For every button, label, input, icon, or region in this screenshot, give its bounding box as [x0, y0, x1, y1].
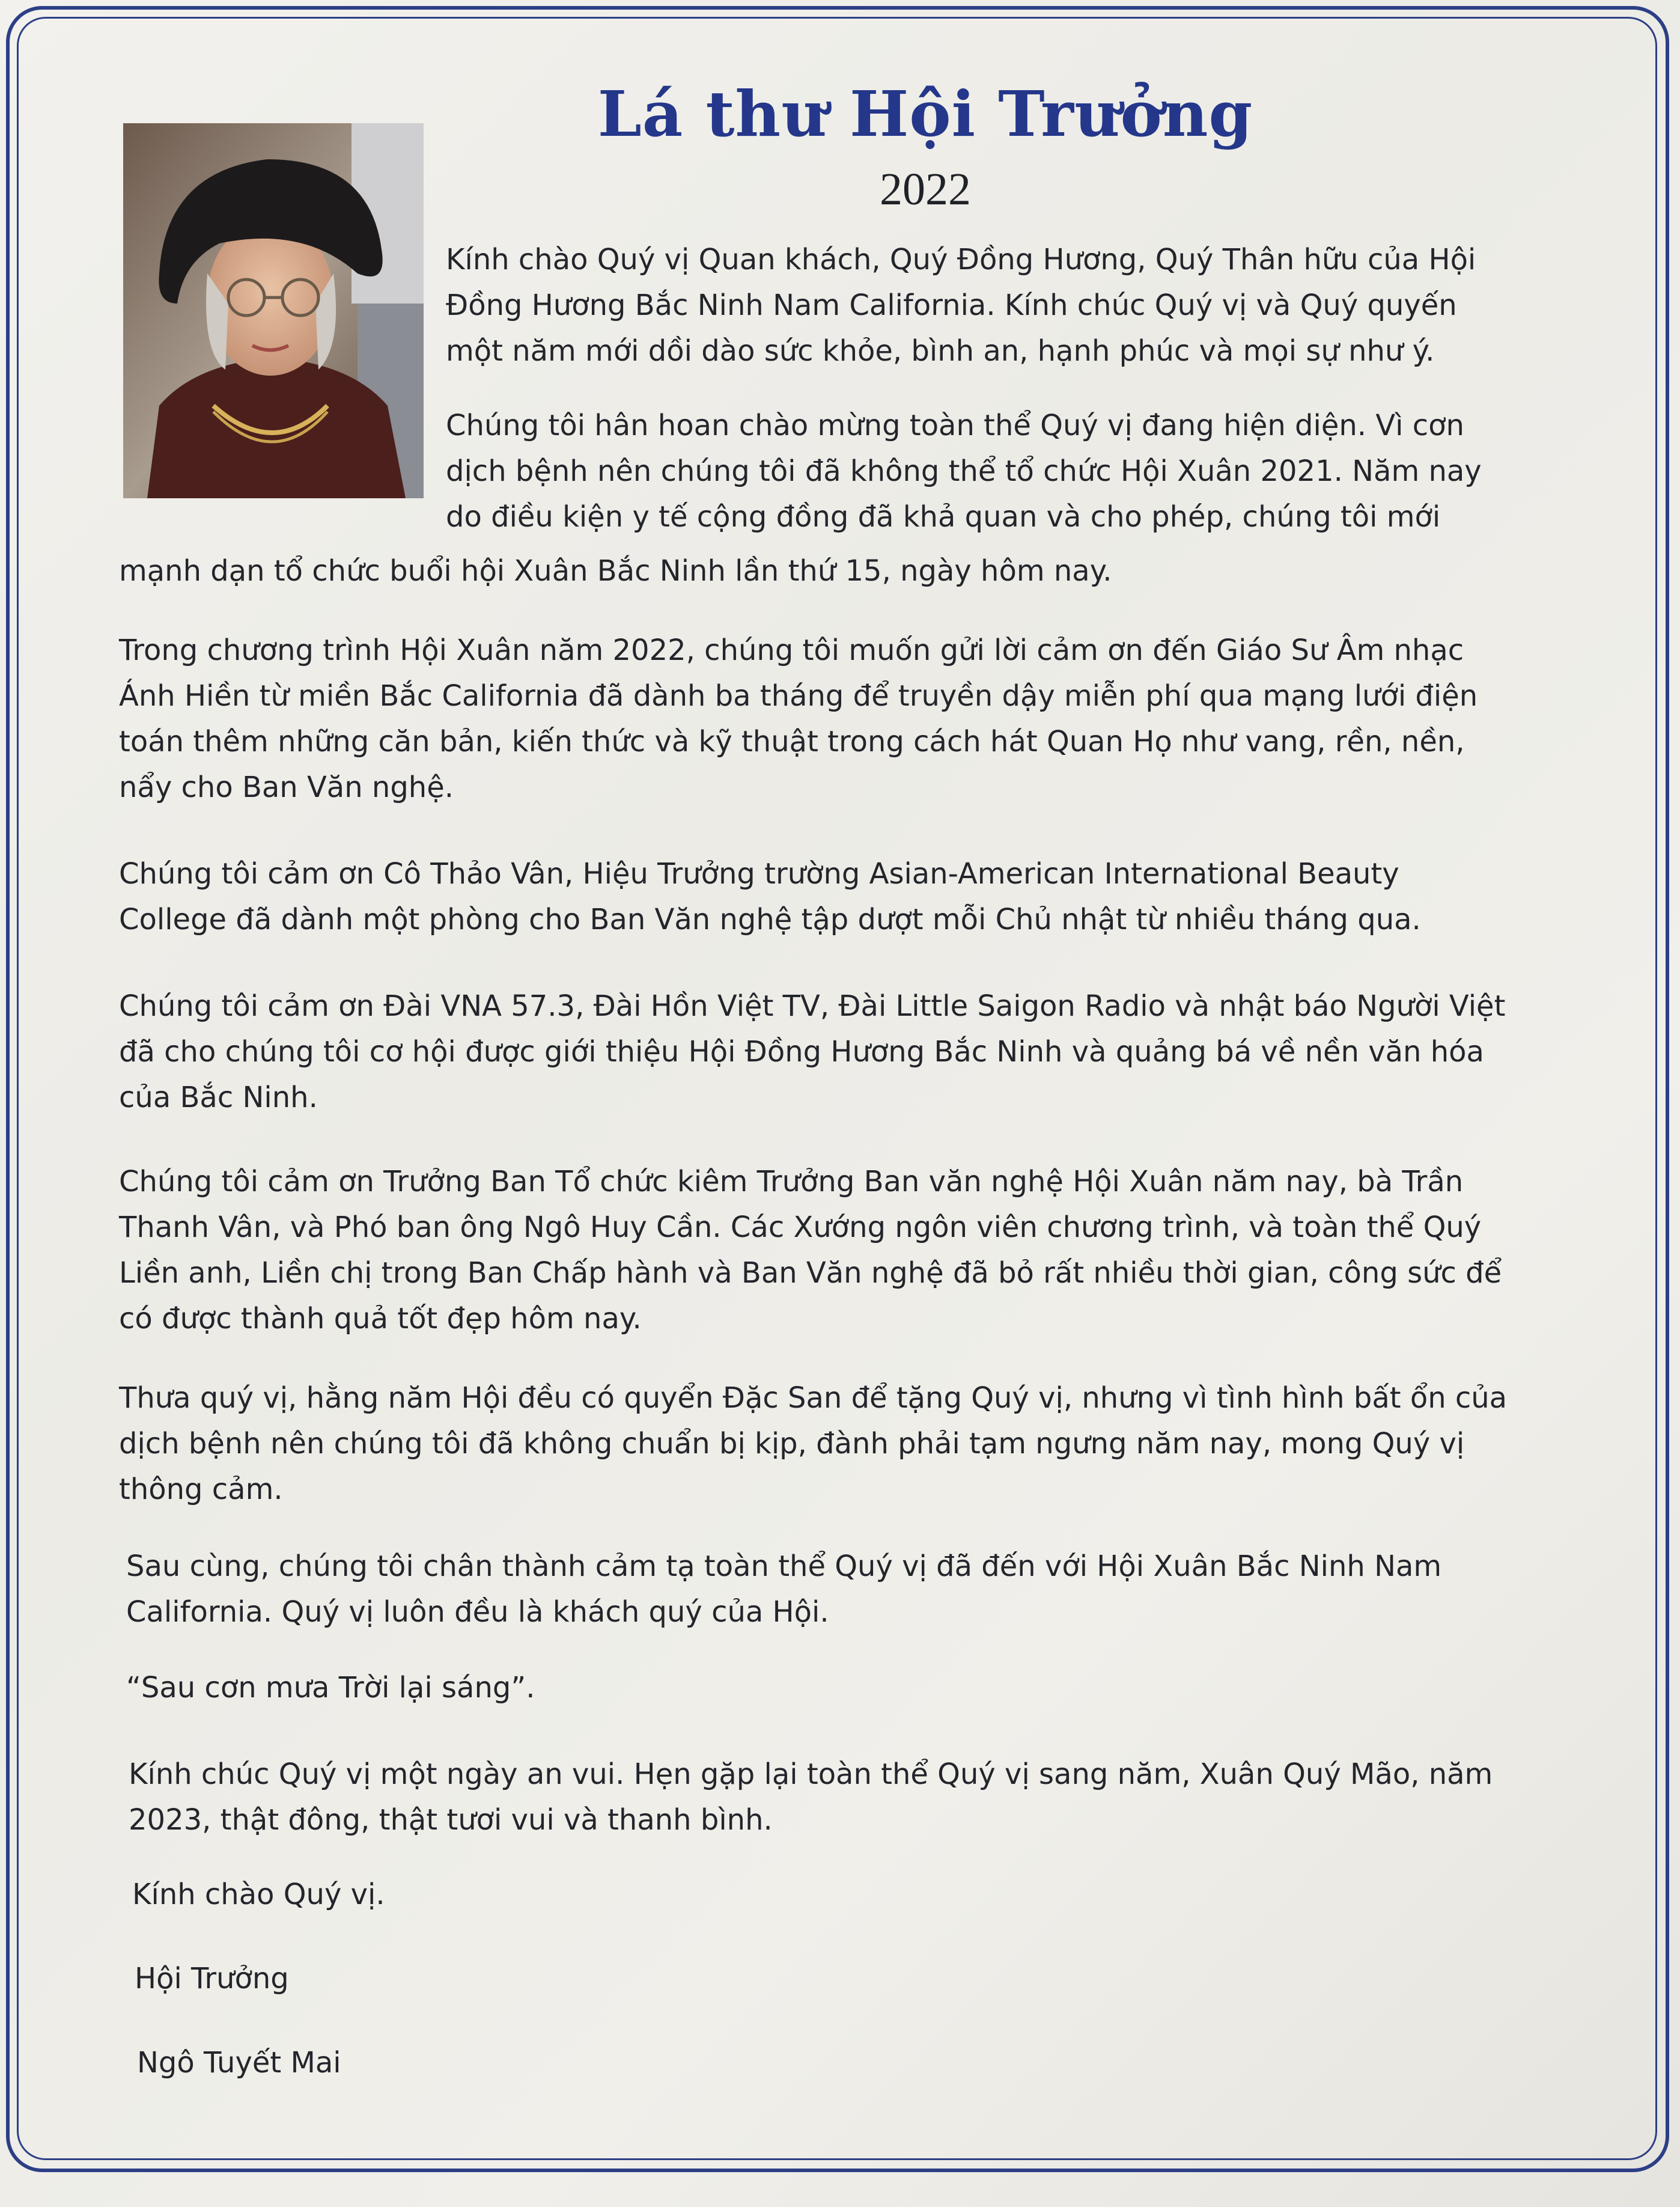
signer-name: [137, 2040, 341, 2086]
text-line: Chúng tôi cảm ơn Cô Thảo Vân, Hiệu Trưởng trường Asian-American International Beauty: [119, 857, 1399, 891]
text-line: Sau cùng, chúng tôi chân thành cảm tạ toàn thể Quý vị đã đến với Hội Xuân Bắc Ninh Nam: [126, 1549, 1442, 1583]
text-line: có được thành quả tốt đẹp hôm nay.: [119, 1302, 642, 1335]
text-line: Đồng Hương Bắc Ninh Nam California. Kính chúc Quý vị và Quý quyến: [446, 288, 1457, 322]
closing-line: [132, 1872, 385, 1917]
text-line: Liền anh, Liền chị trong Ban Chấp hành và Ban Văn nghệ đã bỏ rất nhiều thời gian, công sức để: [119, 1256, 1502, 1290]
text-line: toán thêm những căn bản, kiến thức và kỹ thuật trong cách hát Quan Họ như vang, rền, nền,: [119, 725, 1465, 759]
text-line: dịch bệnh nên chúng tôi đã không chuẩn bị kịp, đành phải tạm ngưng năm nay, mong Quý vị: [119, 1427, 1465, 1461]
paragraph-welcome: [446, 403, 1482, 540]
paragraph-yearbook: [119, 1375, 1507, 1512]
text-line: Chúng tôi hân hoan chào mừng toàn thể Quý vị đang hiện diện. Vì cơn: [446, 409, 1464, 442]
text-line: mạnh dạn tổ chức buổi hội Xuân Bắc Ninh lần thứ 15, ngày hôm nay.: [119, 554, 1112, 588]
paragraph-wishes: [129, 1751, 1493, 1843]
signer-role: [135, 1956, 289, 2001]
paragraph-school-thanks: [119, 851, 1421, 942]
text-line: Chúng tôi cảm ơn Trưởng Ban Tổ chức kiêm Trưởng Ban văn nghệ Hội Xuân năm nay, bà Trần: [119, 1165, 1464, 1198]
text-line: Hội Trưởng: [135, 1962, 289, 1995]
text-line: Kính chào Quý vị Quan khách, Quý Đồng Hương, Quý Thân hữu của Hội: [446, 243, 1476, 276]
portrait-photo: [123, 123, 424, 498]
text-line: 2023, thật đông, thật tươi vui và thanh bình.: [129, 1803, 773, 1837]
text-line: Chúng tôi cảm ơn Đài VNA 57.3, Đài Hồn Việt TV, Đài Little Saigon Radio và nhật báo Người Việt: [119, 989, 1506, 1023]
quote-line: [126, 1665, 535, 1711]
text-line: College đã dành một phòng cho Ban Văn nghệ tập dượt mỗi Chủ nhật từ nhiều tháng qua.: [119, 903, 1421, 936]
text-line: đã cho chúng tôi cơ hội được giới thiệu Hội Đồng Hương Bắc Ninh và quảng bá về nền văn hóa: [119, 1035, 1484, 1069]
text-line: Thưa quý vị, hằng năm Hội đều có quyển Đặc San để tặng Quý vị, nhưng vì tình hình bất ổn của: [119, 1381, 1508, 1415]
letter-title: Lá thư Hội Trưởng: [597, 77, 1253, 151]
letter-year: 2022: [880, 164, 971, 215]
text-line: Kính chúc Quý vị một ngày an vui. Hẹn gặp lại toàn thể Quý vị sang năm, Xuân Quý Mão, năm: [129, 1757, 1493, 1791]
paragraph-final-thanks: [126, 1543, 1441, 1635]
text-line: dịch bệnh nên chúng tôi đã không thể tổ chức Hội Xuân 2021. Năm nay: [446, 454, 1482, 488]
paragraph-music-teacher: [119, 627, 1478, 810]
text-line: Thanh Vân, và Phó ban ông Ngô Huy Cần. Các Xướng ngôn viên chương trình, và toàn thể Quý: [119, 1210, 1482, 1244]
text-line: thông cảm.: [119, 1473, 283, 1506]
paragraph-greeting: [446, 237, 1476, 374]
text-line: một năm mới dồi dào sức khỏe, bình an, hạnh phúc và mọi sự như ý.: [446, 334, 1435, 368]
paragraph-media-thanks: [119, 983, 1505, 1120]
paragraph-committee-thanks: [119, 1159, 1502, 1342]
text-line: Kính chào Quý vị.: [132, 1878, 385, 1911]
text-line: California. Quý vị luôn đều là khách quý của Hội.: [126, 1595, 829, 1629]
text-line: Trong chương trình Hội Xuân năm 2022, chúng tôi muốn gửi lời cảm ơn đến Giáo Sư Âm nhạc: [119, 633, 1464, 667]
text-line: nẩy cho Ban Văn nghệ.: [119, 771, 454, 804]
text-line: “Sau cơn mưa Trời lại sáng”.: [126, 1671, 535, 1705]
text-line: Ánh Hiền từ miền Bắc California đã dành ba tháng để truyền dậy miễn phí qua mạng lưới điện: [119, 679, 1478, 713]
text-line: Ngô Tuyết Mai: [137, 2046, 341, 2080]
paragraph-welcome-end: [119, 548, 1112, 594]
text-line: do điều kiện y tế cộng đồng đã khả quan và cho phép, chúng tôi mới: [446, 500, 1441, 534]
text-line: của Bắc Ninh.: [119, 1081, 318, 1114]
